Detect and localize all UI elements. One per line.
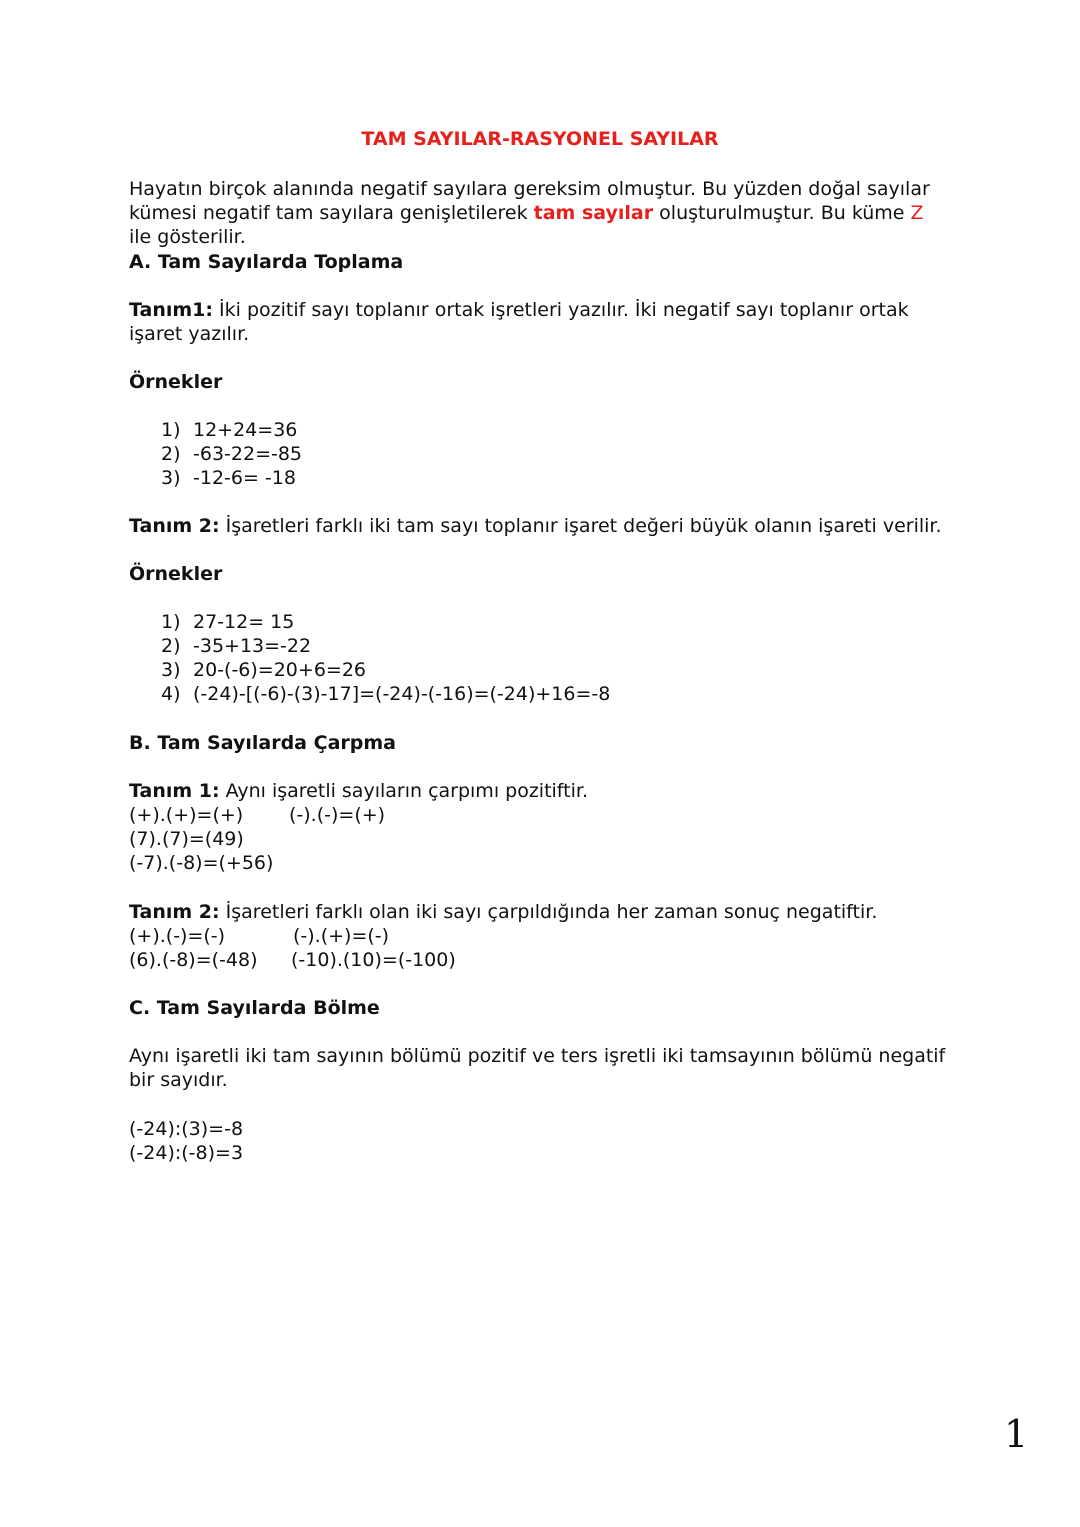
intro-text-1: Hayatın birçok alanında negatif sayılara gereksim olmuştur. Bu yüzden doğal sayılar kümesi negatif tam sayılara genişletilerek — [129, 178, 930, 224]
c-ex1: (-24):(3)=-8 — [129, 1118, 244, 1140]
section-c-text: Aynı işaretli iki tam sayının bölümü pozitif ve ters işretli iki tamsayının bölümü negatif bir sayıdır. — [129, 1045, 946, 1091]
examples2-heading: Örnekler — [129, 563, 223, 585]
examples1-heading: Örnekler — [129, 371, 223, 393]
section-a-heading: A. Tam Sayılarda Toplama — [129, 251, 404, 273]
intro-paragraph — [129, 177, 949, 249]
intro-text-2: oluşturulmuştur. Bu küme — [653, 202, 911, 224]
ex2b: (-10).(10)=(-100) — [291, 949, 456, 971]
rule2b: (-).(+)=(-) — [293, 925, 390, 947]
def2-text: İşaretleri farklı iki tam sayı toplanır işaret değeri büyük olanın işareti verilir. — [219, 515, 942, 537]
rule2a: (+).(-)=(-) — [129, 925, 226, 947]
def2-text: İşaretleri farklı olan iki sayı çarpıldığında her zaman sonuç negatiftir. — [219, 901, 878, 923]
ex2a: (6).(-8)=(-48) — [129, 949, 258, 971]
intro-highlight: tam sayılar — [533, 202, 654, 224]
list-item: 2) -35+13=-22 — [161, 635, 312, 657]
ex2-line — [129, 948, 456, 972]
def2-label: Tanım 2: — [129, 515, 220, 537]
def1-label: Tanım 1: — [129, 780, 220, 802]
section-a-def1 — [129, 298, 949, 346]
rule1a: (+).(+)=(+) — [129, 804, 244, 826]
list-item: 4) (-24)-[(-6)-(3)-17]=(-24)-(-16)=(-24)+16=-8 — [161, 683, 611, 705]
rule1b: (-).(-)=(+) — [289, 804, 386, 826]
list-item: 1) 12+24=36 — [161, 419, 298, 441]
examples1-list — [161, 418, 302, 490]
ex1b: (-7).(-8)=(+56) — [129, 852, 274, 874]
rule1-line — [129, 803, 385, 827]
def1-text: İki pozitif sayı toplanır ortak işretleri yazılır. İki negatif sayı toplanır ortak işaret yazılır. — [129, 299, 909, 345]
def2-label: Tanım 2: — [129, 901, 220, 923]
page-title: TAM SAYILAR-RASYONEL SAYILAR — [361, 128, 719, 150]
page-number: 1 — [1004, 1412, 1029, 1456]
examples2-list — [161, 610, 610, 706]
section-b-def1 — [129, 779, 588, 803]
list-item: 3) 20-(-6)=20+6=26 — [161, 659, 367, 681]
list-item: 1) 27-12= 15 — [161, 611, 295, 633]
intro-text-3: ile gösterilir. — [129, 226, 246, 248]
intro-symbol: Z — [910, 202, 924, 224]
section-b-heading: B. Tam Sayılarda Çarpma — [129, 732, 396, 754]
section-c-heading: C. Tam Sayılarda Bölme — [129, 997, 380, 1019]
list-item: 3) -12-6= -18 — [161, 467, 296, 489]
list-item: 2) -63-22=-85 — [161, 443, 303, 465]
rule2-line — [129, 924, 389, 948]
c-ex2: (-24):(-8)=3 — [129, 1142, 244, 1164]
ex1a: (7).(7)=(49) — [129, 828, 244, 850]
def1-label: Tanım1: — [129, 299, 213, 321]
section-a-def2 — [129, 514, 949, 538]
def1-text: Aynı işaretli sayıların çarpımı pozitiftir. — [219, 780, 588, 802]
section-b-def2 — [129, 900, 877, 924]
